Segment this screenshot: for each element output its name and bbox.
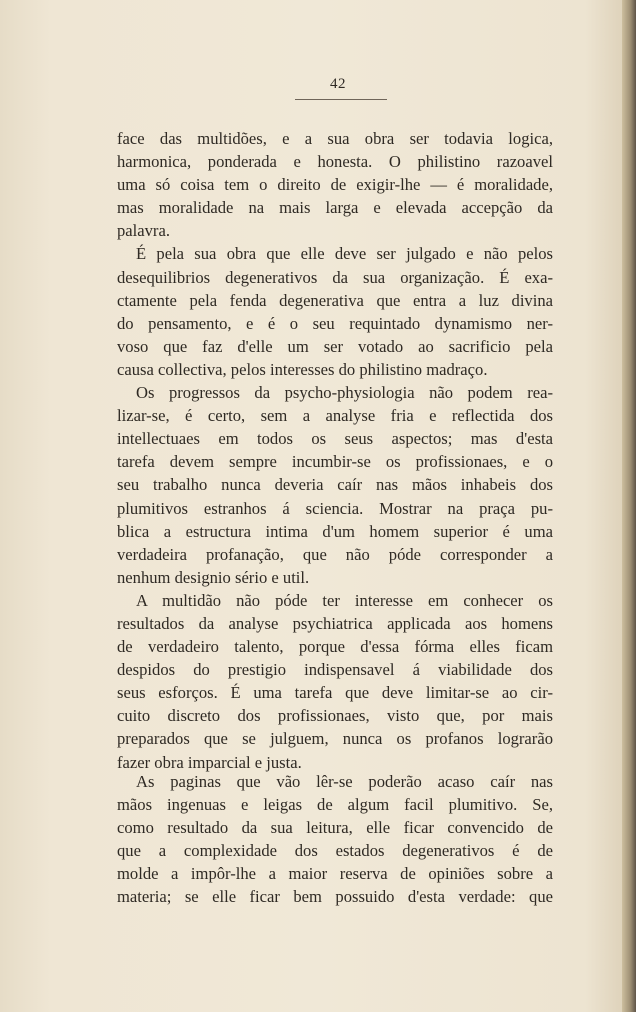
text-line: É pela sua obra que elle deve ser julgado e não pelos xyxy=(136,244,553,264)
text-line: voso que faz d'elle um ser votado ao sacrificio pela xyxy=(117,336,553,356)
text-line: preparados que se julguem, nunca os profanos lograrão xyxy=(117,729,553,749)
text-line: molde a impôr-lhe a maior reserva de opiniões sobre a xyxy=(117,864,553,884)
text-line: harmonica, ponderada e honesta. O philistino razoavel xyxy=(117,152,553,172)
text-line: lizar-se, é certo, sem a analyse fria e reflectida dos xyxy=(117,406,553,426)
text-line: uma só coisa tem o direito de exigir-lhe — é moralidade, xyxy=(117,175,553,195)
header-rule xyxy=(295,99,387,100)
text-line: mas moralidade na mais larga e elevada accepção da xyxy=(117,198,553,218)
text-block-main xyxy=(117,127,553,774)
text-line: fazer obra imparcial e justa. xyxy=(117,752,302,772)
text-line: que a complexidade dos estados degenerativos é de xyxy=(117,841,553,861)
text-line: verdadeira profanação, que não póde corresponder a xyxy=(117,544,553,564)
text-line: do pensamento, e é o seu requintado dynamismo ner- xyxy=(117,313,553,333)
text-line: blica a estructura intima d'um homem superior é uma xyxy=(117,521,553,541)
text-line: plumitivos estranhos á sciencia. Mostrar na praça pu- xyxy=(117,498,553,518)
text-line: cuito discreto dos profissionaes, visto que, por mais xyxy=(117,706,553,726)
text-line: resultados da analyse psychiatrica applicada aos homens xyxy=(117,613,553,633)
text-line: palavra. xyxy=(117,221,170,241)
text-line: despidos do prestigio indispensavel á viabilidade dos xyxy=(117,660,553,680)
text-line: causa collectiva, pelos interesses do philistino madraço. xyxy=(117,359,488,379)
text-line: face das multidões, e a sua obra ser todavia logica, xyxy=(117,129,553,148)
text-line: nenhum designio sério e util. xyxy=(117,567,310,587)
page-number: 42 xyxy=(330,76,346,92)
text-line: tarefa devem sempre incumbir-se os profissionaes, e o xyxy=(117,452,553,472)
page-edge-shadow xyxy=(622,0,636,1012)
text-line: seu trabalho nunca deveria caír nas mãos inhabeis dos xyxy=(117,475,553,495)
text-line: de verdadeiro talento, porque d'essa fórma elles ficam xyxy=(117,637,553,657)
text-line: intellectuaes em todos os seus aspectos; mas d'esta xyxy=(117,429,553,449)
text-line: Os progressos da psycho-physiologia não podem rea- xyxy=(136,383,553,403)
text-line: seus esforços. É uma tarefa que deve limitar-se ao cir- xyxy=(117,683,553,703)
text-line: A multidão não póde ter interesse em conhecer os xyxy=(136,590,553,610)
text-line: como resultado da sua leitura, elle ficar convencido de xyxy=(117,818,553,838)
text-line: As paginas que vão lêr-se poderão acaso caír nas xyxy=(136,772,553,791)
text-line: mãos ingenuas e leigas de algum facil plumitivo. Se, xyxy=(117,795,553,815)
text-block-second-section xyxy=(117,770,553,909)
text-line: desequilibrios degenerativos da sua organização. É exa- xyxy=(117,267,553,287)
text-line: materia; se elle ficar bem possuido d'esta verdade: que xyxy=(117,887,553,907)
text-line: ctamente pela fenda degenerativa que entra a luz divina xyxy=(117,290,553,310)
